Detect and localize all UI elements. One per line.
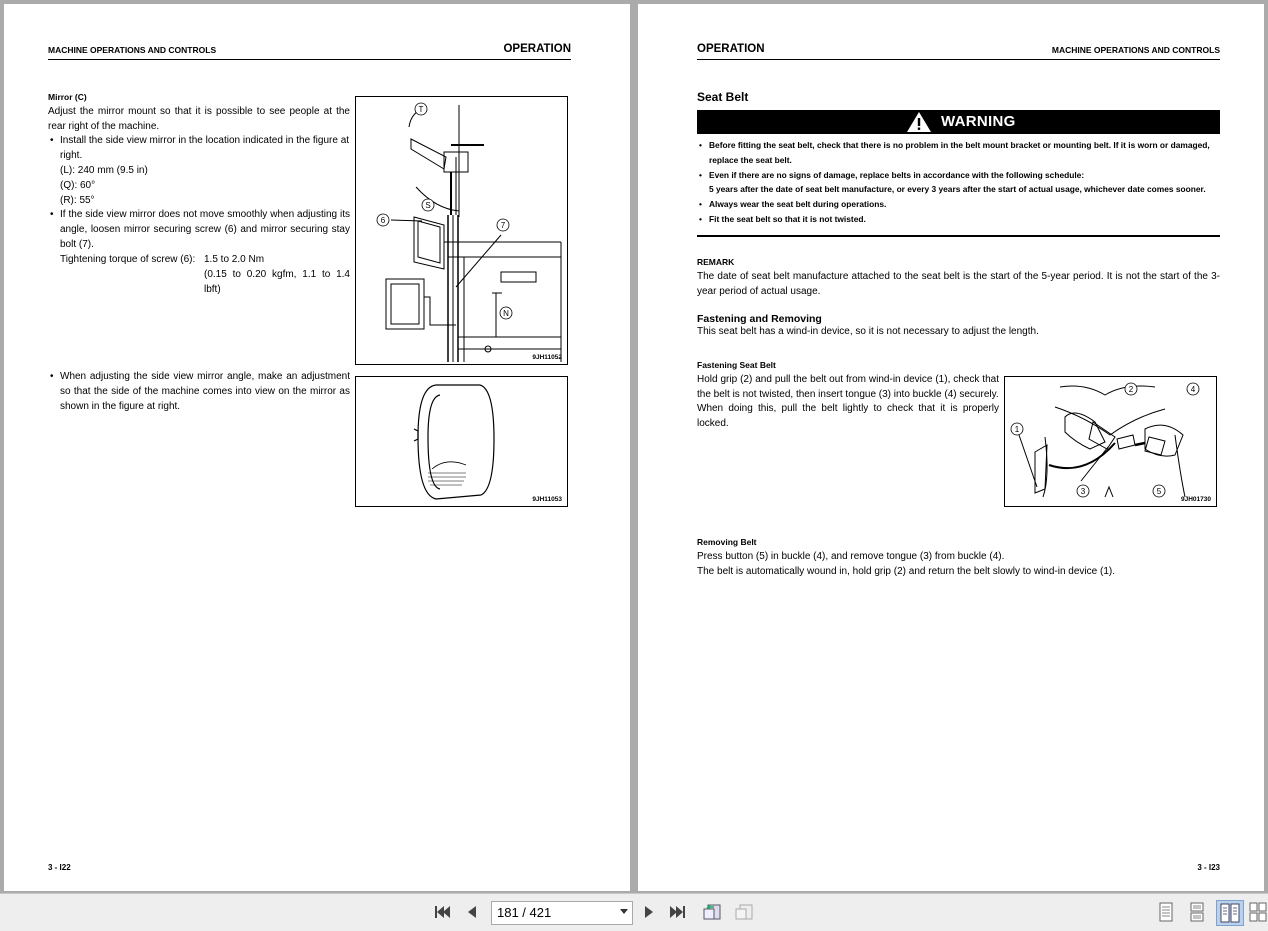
page-left	[4, 4, 630, 891]
fastening-seat-section	[697, 358, 999, 432]
seat-belt-drawing	[1005, 377, 1216, 506]
back-view-icon[interactable]	[700, 900, 724, 924]
forward-view-icon[interactable]	[732, 900, 756, 924]
warning-item: • Always wear the seat belt during operations.	[697, 197, 1220, 212]
torque-value2: (0.15 to 0.20 kgfm, 1.1 to 1.4 lbft)	[204, 268, 350, 295]
figure-code: 9JH11053	[532, 496, 562, 503]
figure-code: 9JH11052	[532, 354, 562, 361]
fastening-seat-text: Hold grip (2) and pull the belt out from wind-in device (1), check that the belt is not twisted, then insert tongue (3) into buckle (4) securely.	[697, 373, 999, 400]
continuous-icon[interactable]	[1185, 900, 1209, 924]
fastening-section	[697, 313, 1220, 340]
header-left: OPERATION	[697, 43, 765, 55]
svg-text:S: S	[425, 201, 431, 210]
page-number: 3 - I22	[48, 863, 71, 872]
warning-schedule: 5 years after the date of seat belt manufacture, or every 3 years after the start of actual usage, whichever date comes sooner.	[709, 184, 1206, 195]
fastening-title: Fastening and Removing	[697, 313, 822, 325]
svg-text:6: 6	[380, 216, 386, 225]
bullet-angle: • When adjusting the side view mirror angle, make an adjustment so that the side of the machine comes into view on the mirror as shown in the figure at right.	[48, 370, 350, 414]
next-page-icon[interactable]	[638, 900, 660, 924]
remark-section	[697, 255, 1220, 299]
page-header	[48, 40, 571, 60]
svg-text:4: 4	[1190, 385, 1196, 394]
mirror-angle-section	[48, 370, 350, 414]
removing-title: Removing Belt	[697, 537, 757, 547]
warning-item: • Fit the seat belt so that it is not twisted.	[697, 212, 1220, 227]
page-indicator: 181 / 421	[497, 905, 552, 920]
fastening-seat-text2: When doing this, pull the belt lightly to check that it is properly locked.	[697, 403, 999, 430]
warning-icon	[906, 111, 932, 133]
first-page-icon[interactable]	[430, 900, 454, 924]
mirror-title: Mirror (C)	[48, 92, 87, 102]
dim-l: (L): 240 mm (9.5 in)	[60, 164, 148, 176]
bullet-adjust: • If the side view mirror does not move smoothly when adjusting its angle, loosen mirror securing screw (6) and mirror securing stay bolt (7). Tightening torque of screw (6): 1.5 to 2.0 Nm (0.15 to 0.20 kgfm, 1.1 to 1.4 lbft)	[48, 208, 350, 296]
mirror-install-figure	[355, 96, 568, 365]
warning-item: • Even if there are no signs of damage, replace belts in accordance with the following schedule: 5 years after the date of seat belt manufacture, or every 3 years after the start of actual usage, whichever date comes sooner.	[697, 168, 1220, 198]
mirror-view-drawing	[356, 377, 567, 506]
dim-r: (R): 55°	[60, 194, 95, 206]
header-left: MACHINE OPERATIONS AND CONTROLS	[48, 45, 217, 55]
remark-text: The date of seat belt manufacture attached to the seat belt is the start of the 5-year period. It is not the start of the 3-year period of actual usage.	[697, 270, 1220, 297]
warning-label: WARNING	[941, 113, 1016, 130]
mirror-section	[48, 90, 350, 297]
bullet-install: • Install the side view mirror in the location indicated in the figure at right. (L): 240 mm (9.5 in) (Q): 60° (R): 55°	[48, 134, 350, 208]
continuous-facing-icon[interactable]	[1248, 900, 1268, 924]
svg-text:1: 1	[1014, 425, 1020, 434]
prev-page-icon[interactable]	[461, 900, 483, 924]
page-header	[697, 40, 1220, 60]
warning-banner	[697, 110, 1220, 134]
page-number: 3 - I23	[1197, 863, 1220, 872]
facing-icon[interactable]	[1216, 900, 1244, 926]
svg-text:2: 2	[1128, 385, 1134, 394]
removing-text1: Press button (5) in buckle (4), and remove tongue (3) from buckle (4).	[697, 550, 1005, 562]
torque-value: 1.5 to 2.0 Nm	[204, 253, 265, 265]
svg-text:3: 3	[1080, 487, 1086, 496]
torque-label: Tightening torque of screw (6):	[60, 253, 196, 265]
dim-q: (Q): 60°	[60, 179, 96, 191]
svg-text:5: 5	[1156, 487, 1162, 496]
seat-belt-figure	[1004, 376, 1217, 507]
mirror-intro: Adjust the mirror mount so that it is possible to see people at the rear right of the machine.	[48, 105, 350, 132]
page-right	[638, 4, 1264, 891]
header-right: MACHINE OPERATIONS AND CONTROLS	[1051, 45, 1220, 55]
mirror-install-drawing	[356, 97, 567, 364]
warning-list	[697, 138, 1220, 227]
figure-code: 9JH01730	[1181, 496, 1211, 503]
svg-text:N: N	[503, 309, 509, 318]
remark-title: REMARK	[697, 257, 735, 267]
removing-section	[697, 535, 1220, 579]
chevron-down-icon[interactable]	[620, 909, 628, 914]
removing-text2: The belt is automatically wound in, hold grip (2) and return the belt slowly to wind-in device (1).	[697, 565, 1115, 577]
svg-text:7: 7	[500, 221, 506, 230]
viewer-toolbar	[0, 893, 1268, 931]
page-number-input[interactable]	[491, 901, 633, 925]
single-page-icon[interactable]	[1154, 900, 1178, 924]
fastening-seat-title: Fastening Seat Belt	[697, 360, 776, 370]
mirror-view-figure	[355, 376, 568, 507]
seat-belt-title: Seat Belt	[697, 90, 749, 104]
warning-divider	[697, 235, 1220, 237]
last-page-icon[interactable]	[666, 900, 690, 924]
warning-item: • Before fitting the seat belt, check that there is no problem in the belt mount bracket or mounting belt. If it is worn or damaged, replace the seat belt.	[697, 138, 1220, 168]
svg-text:T: T	[418, 105, 424, 114]
fastening-text: This seat belt has a wind-in device, so it is not necessary to adjust the length.	[697, 326, 1039, 337]
header-right: OPERATION	[503, 43, 571, 55]
